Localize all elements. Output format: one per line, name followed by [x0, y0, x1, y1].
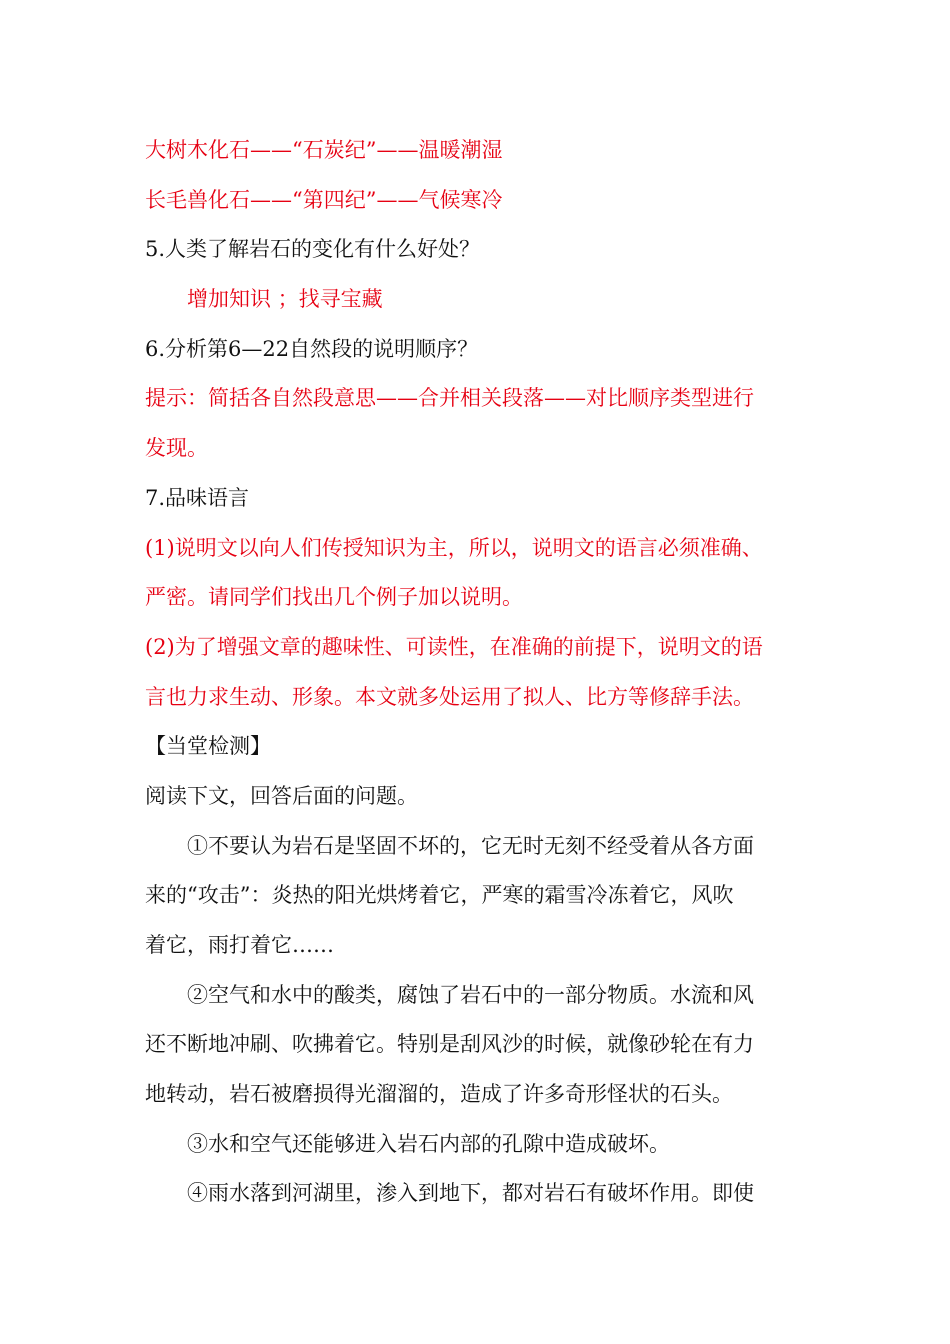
- document-body: [145, 126, 810, 1219]
- passage-line: 地转动，岩石被磨损得光溜溜的，造成了许多奇形怪状的石头。: [145, 1082, 733, 1107]
- passage-line: ②空气和水中的酸类，腐蚀了岩石中的一部分物质。水流和风: [187, 982, 754, 1007]
- section-heading: 【当堂检测】: [145, 734, 271, 759]
- passage-line: ③水和空气还能够进入岩石内部的孔隙中造成破坏。: [187, 1131, 670, 1156]
- text-line: 长毛兽化石——“第四纪”——气候寒冷: [145, 187, 503, 212]
- text-line: 大树木化石——“石炭纪”——温暖潮湿: [145, 138, 503, 162]
- answer-line: 严密。请同学们找出几个例子加以说明。: [145, 585, 523, 610]
- hint-line: 提示：简括各自然段意思——合并相关段落——对比顺序类型进行: [145, 386, 754, 411]
- hint-line: 发现。: [145, 436, 208, 461]
- answer-line: 言也力求生动、形象。本文就多处运用了拟人、比方等修辞手法。: [145, 684, 754, 709]
- question-line: 5.人类了解岩石的变化有什么好处？: [145, 237, 481, 262]
- passage-line: ④雨水落到河湖里，渗入到地下，都对岩石有破坏作用。即使: [187, 1181, 754, 1206]
- answer-line: (1)说明文以向人们传授知识为主，所以，说明文的语言必须准确、: [145, 535, 763, 560]
- question-line: 7.品味语言: [145, 485, 250, 510]
- passage-line: ①不要认为岩石是坚固不坏的，它无时无刻不经受着从各方面: [187, 833, 754, 858]
- question-line: 6.分析第6—22自然段的说明顺序？: [145, 336, 479, 361]
- passage-line: 来的“攻击”：炎热的阳光烘烤着它，严寒的霜雪冷冻着它，风吹: [145, 883, 734, 908]
- instruction-line: 阅读下文，回答后面的问题。: [145, 783, 418, 808]
- answer-line: (2)为了增强文章的趣味性、可读性，在准确的前提下，说明文的语: [145, 634, 763, 659]
- answer-line: 增加知识 ；找寻宝藏: [187, 287, 383, 312]
- passage-line: 还不断地冲刷、吹拂着它。特别是刮风沙的时候，就像砂轮在有力: [145, 1032, 754, 1057]
- passage-line: 着它，雨打着它……: [145, 933, 334, 957]
